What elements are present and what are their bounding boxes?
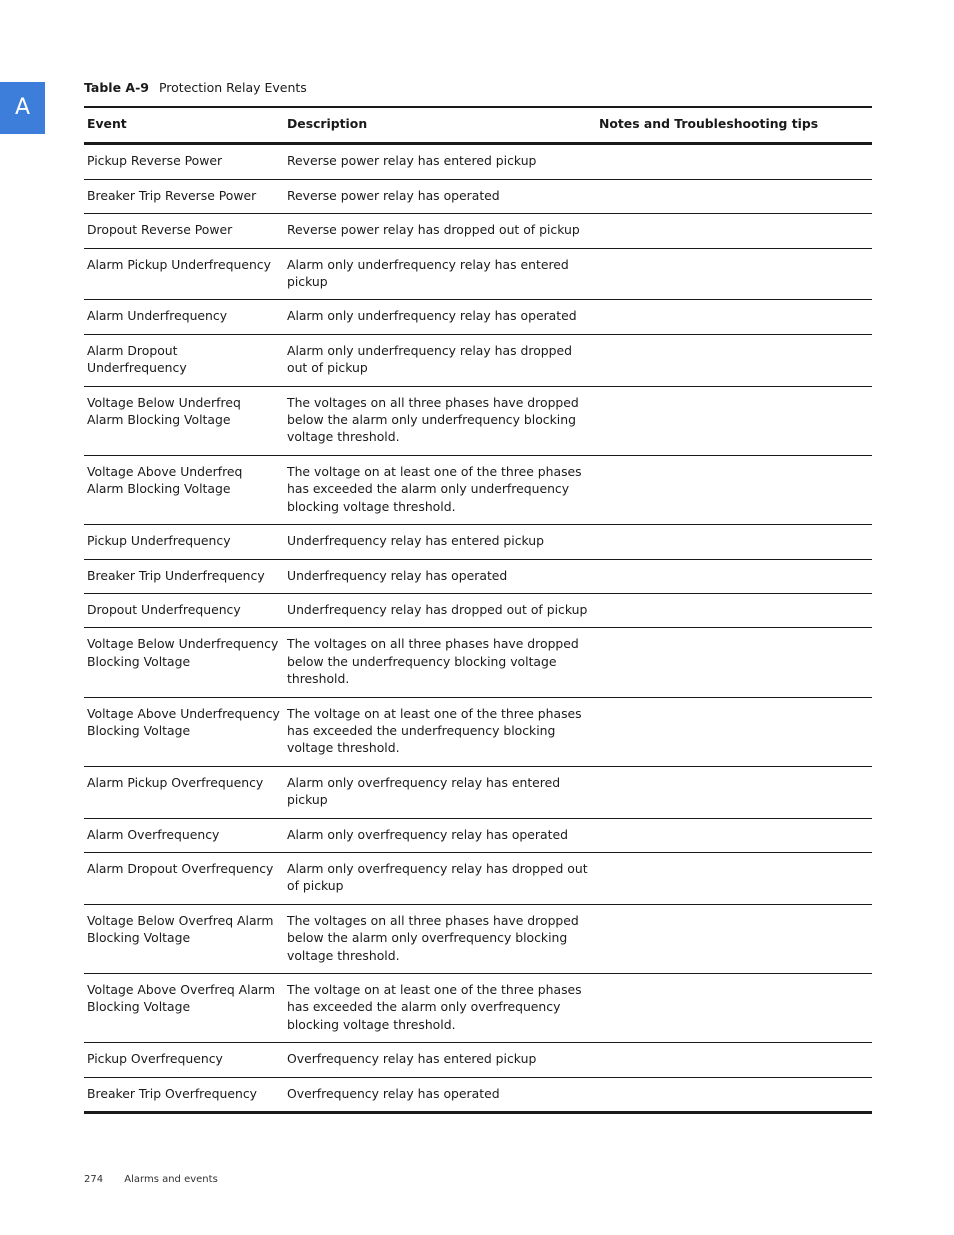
notes-cell [596,214,872,248]
description-cell: Alarm only underfrequency relay has dropped out of pickup [287,342,572,376]
notes-cell [596,334,872,386]
table-caption-title: Protection Relay Events [158,80,307,95]
notes-cell [596,455,872,524]
section-tab-marker: A [0,82,45,134]
table-row [84,766,872,818]
event-cell: Alarm Dropout Underfrequency [87,342,187,376]
notes-cell [596,179,872,213]
protection-relay-events-table [84,106,872,1114]
event-cell: Voltage Below Overfreq Alarm Blocking Voltage [87,912,274,946]
description-cell: Alarm only underfrequency relay has operated [287,308,577,324]
table-body [84,144,872,1113]
event-cell: Breaker Trip Underfrequency [87,567,265,583]
table-row [84,559,872,593]
description-cell: Alarm only overfrequency relay has dropped out of pickup [287,860,588,894]
page-footer [84,1174,218,1185]
column-header-notes: Notes and Troubleshooting tips [599,116,819,131]
description-cell: Overfrequency relay has entered pickup [287,1051,537,1067]
table-row [84,593,872,627]
event-cell: Pickup Reverse Power [87,153,223,169]
page-number: 274 [84,1174,104,1185]
event-cell: Pickup Underfrequency [87,533,231,549]
event-cell: Alarm Overfrequency [87,826,220,842]
notes-cell [596,974,872,1043]
description-cell: Alarm only underfrequency relay has entered pickup [287,256,569,290]
table-header-row [84,107,872,144]
table-row [84,179,872,213]
table-row [84,904,872,973]
notes-cell [596,300,872,334]
table-row [84,144,872,179]
notes-cell [596,1043,872,1077]
table-row [84,525,872,559]
table-row [84,852,872,904]
description-cell: The voltages on all three phases have dropped below the alarm only overfrequency blocking voltage threshold. [287,912,579,963]
event-cell: Voltage Above Underfrequency Blocking Voltage [87,705,280,738]
notes-cell [596,593,872,627]
notes-cell [596,1077,872,1112]
table-row [84,248,872,300]
event-cell: Voltage Below Underfreq Alarm Blocking Voltage [87,394,241,428]
table-row [84,300,872,334]
notes-cell [596,852,872,904]
event-cell: Dropout Reverse Power [87,222,233,238]
description-cell: The voltages on all three phases have dropped below the underfrequency blocking voltage threshold. [287,636,579,687]
description-cell: Alarm only overfrequency relay has operated [287,826,568,842]
table-row [84,1077,872,1112]
table-caption-label: Table A-9 [84,80,149,95]
description-cell: The voltages on all three phases have dropped below the alarm only underfrequency blocking voltage threshold. [287,394,579,445]
event-cell: Voltage Below Underfrequency Blocking Voltage [87,636,279,669]
event-cell: Breaker Trip Reverse Power [87,187,257,203]
notes-cell [596,144,872,179]
description-cell: Underfrequency relay has entered pickup [287,533,545,549]
description-cell: The voltage on at least one of the three phases has exceeded the underfrequency blocking voltage threshold. [287,705,582,756]
table-caption [84,80,307,95]
event-cell: Alarm Dropout Overfrequency [87,860,274,876]
description-cell: Underfrequency relay has operated [287,567,508,583]
description-cell: The voltage on at least one of the three phases has exceeded the alarm only overfrequency blocking voltage threshold. [287,982,582,1032]
table-row [84,1043,872,1077]
notes-cell [596,818,872,852]
notes-cell [596,386,872,455]
event-cell: Voltage Above Overfreq Alarm Blocking Voltage [87,982,276,1015]
description-cell: Reverse power relay has operated [287,187,500,203]
notes-cell [596,697,872,766]
description-cell: Underfrequency relay has dropped out of pickup [287,601,588,617]
event-cell: Voltage Above Underfreq Alarm Blocking Voltage [87,463,243,497]
event-cell: Pickup Overfrequency [87,1051,223,1067]
table-row [84,974,872,1043]
table-row [84,628,872,697]
event-cell: Dropout Underfrequency [87,601,241,617]
description-cell: Reverse power relay has entered pickup [287,153,537,169]
event-cell: Alarm Underfrequency [87,308,228,324]
notes-cell [596,559,872,593]
event-cell: Breaker Trip Overfrequency [87,1085,257,1101]
table-row [84,818,872,852]
description-cell: Reverse power relay has dropped out of pickup [287,222,580,238]
table-header [84,107,872,144]
footer-section-title: Alarms and events [124,1174,218,1185]
table-row [84,214,872,248]
description-cell: Overfrequency relay has operated [287,1085,500,1101]
notes-cell [596,766,872,818]
table-row [84,334,872,386]
column-header-event: Event [87,116,127,131]
description-cell: The voltage on at least one of the three phases has exceeded the alarm only underfrequency blocking voltage threshold. [287,463,582,514]
description-cell: Alarm only overfrequency relay has entered pickup [287,774,561,808]
notes-cell [596,628,872,697]
event-cell: Alarm Pickup Underfrequency [87,256,271,272]
notes-cell [596,525,872,559]
notes-cell [596,904,872,973]
notes-cell [596,248,872,300]
table-row [84,697,872,766]
table-row [84,455,872,524]
table-row [84,386,872,455]
event-cell: Alarm Pickup Overfrequency [87,774,264,790]
column-header-description: Description [287,116,368,131]
